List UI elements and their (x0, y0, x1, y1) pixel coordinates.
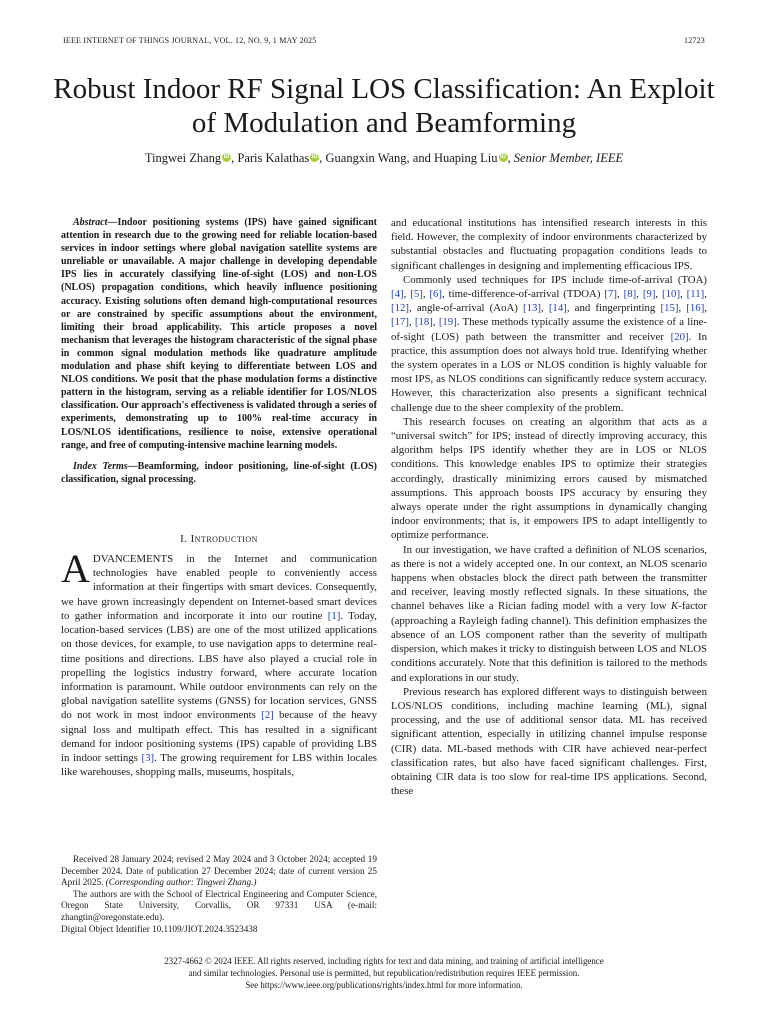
section-heading: I. Introduction (180, 532, 258, 545)
citation-link[interactable]: [6] (429, 288, 443, 301)
intro-paragraph: ADVANCEMENTS in the Internet and communication technologies have enabled people to conveniently access information at their fingertips with smart devices. Consequently, we have grown increasingly dependent on Internet-based smart devices to gather information and incorporate it into our routine [1]. Today, location-based services (LBS) are one of the most utilized applications on those devices, for example, to use navigation apps to determine real-time positions and directions. LBS have also played a crucial role in propelling the logistics industry forward, where accurate location information is paramount. While outdoor environments can rely on the global navigation satellite systems (GNSS) for location services, GNSS do not work in most indoor environments [2] because of the heavy signal loss and multipath effect. This has resulted in a significant demand for indoor positioning systems (IPS) capable of providing LBS in indoor settings [3]. The growing requirement for LBS within locales like warehouses, shopping malls, museums, hospitals, (61, 546, 377, 779)
citation-link[interactable]: [17] (391, 316, 409, 329)
copyright-notice: 2327-4662 © 2024 IEEE. All rights reserved, including rights for text and data mining, and training of artificial intelligence and similar technologies. Personal use is permitted, but republication/redistribution requires IEEE permission. See https://www.ieee.org/publications/rights/index.html for more information. (164, 956, 604, 991)
author-membership: Senior Member, IEEE (513, 151, 624, 165)
right-column (391, 216, 707, 798)
citation-link[interactable]: [12] (391, 302, 409, 315)
doi: Digital Object Identifier 10.1109/JIOT.2024.3523438 (61, 923, 258, 934)
citation-link[interactable]: [18] (414, 316, 433, 329)
left-column (61, 216, 377, 779)
body-paragraph: This research focuses on creating an algorithm that acts as a “universal switch” for IPS; instead of directly improving accuracy, this algorithm helps IPS identify whether they are in LOS or NLOS conditions. This knowledge enables IPS to optimize their strategies accordingly, drastically minimizing errors caused by mismatched assumptions. This approach boosts IPS accuracy by ensuring they always operate under the right assumptions in dynamically changing indoor environments; that is, it empowers IPS to adapt intelligently to optimize performance. (391, 415, 707, 542)
received-dates: Received 28 January 2024; revised 2 May 2024 and 3 October 2024; accepted 19 December 2024. Date of publication 27 December 2024; date of current version 25 April 2025. (Corresponding author: Tingwei Zhang.) (61, 854, 377, 888)
citation-link[interactable]: [5] (410, 288, 423, 301)
citation-link[interactable]: [8] (623, 288, 637, 301)
citation-link[interactable]: [2] (261, 709, 274, 722)
citation-link[interactable]: [13] (523, 302, 541, 315)
author-list: Tingwei Zhang iD , Paris Kalathas iD , Guangxin Wang, and Huaping Liu iD , Senior Member, IEEE (144, 151, 624, 165)
body-paragraph: Previous research has explored different ways to distinguish between LOS/NLOS conditions, including machine learning (ML), signal processing, and the use of additional sensor data. ML has received significant attention, especially in utilizing channel impulse response (CIR) data. ML-based methods with CIR have achieved near-perfect classification rates, but also have faced significant challenges. First, obtaining CIR data is too slow for real-time IPS applications. Second, these (391, 685, 707, 798)
citation-link[interactable]: [10] (662, 288, 681, 301)
citation-link[interactable]: [19] (438, 316, 457, 329)
drop-cap: A (61, 546, 90, 592)
citation-link[interactable]: [16] (686, 302, 705, 315)
body-paragraph: In our investigation, we have crafted a definition of NLOS scenarios, as there is not a widely accepted one. In our context, an NLOS scenario happens when obstacles block the direct path between the transmitter and receiver, leaving mostly reflected signals. In these situations, the channel behaves like a Rician fading model with a very low K-factor (approaching a Rayleigh fading channel). This definition emphasizes the absence of an LOS component rather than the severity of multipath dispersion, which makes it tricky to distinguish between LOS and NLOS conditions accurately. Note that this definition is tailored to the methods and explorations in our study. (391, 543, 707, 684)
citation-link[interactable]: [1] (327, 609, 341, 622)
running-header (63, 36, 705, 48)
abstract-label: Abstract (73, 217, 108, 228)
citation-link[interactable]: [3] (141, 751, 155, 764)
citation-link[interactable]: [14] (548, 302, 567, 315)
orcid-icon[interactable]: iD (311, 154, 318, 160)
citation-link[interactable]: [11] (686, 288, 705, 301)
orcid-icon[interactable]: iD (223, 154, 230, 160)
orcid-icon[interactable]: iD (500, 154, 507, 160)
author-name: Tingwei Zhang (144, 151, 222, 165)
author-name: Guangxin Wang (325, 151, 407, 165)
citation-link[interactable]: [20] (670, 330, 689, 343)
index-terms: Index Terms—Beamforming, indoor positioning, line-of-sight (LOS) classification, signal processing. (61, 460, 377, 485)
citation-link[interactable]: [4] (391, 288, 404, 301)
citation-link[interactable]: [15] (660, 302, 679, 315)
author-name: Paris Kalathas (237, 151, 310, 165)
page-number: 12723 (684, 36, 705, 45)
body-paragraph: Commonly used techniques for IPS include time-of-arrival (TOA) [4], [5], [6], time-difference-of-arrival (TDOA) [7], [8], [9], [10], [11], [12], angle-of-arrival (AoA) [13], [14], and fingerprinting [15], [16], [17], [18], [19]. These methods typically assume the existence of a line-of-sight (LOS) path between the transmitter and receiver [20]. In practice, this assumption does not always hold true. Identifying whether the system operates in a LOS or NLOS condition is highly valuable for most IPS, as NLOS conditions can significantly reduce system accuracy. However, this characterization also presents a significant technical challenge due to the sheer complexity of the problem. (391, 273, 707, 414)
citation-link[interactable]: [9] (642, 288, 656, 301)
affiliation: The authors are with the School of Electrical Engineering and Computer Science, Oregon State University, Corvallis, OR 97331 USA (e-mail: zhangtin@oregonstate.edu). (61, 888, 377, 922)
footnote (61, 854, 377, 935)
abstract: Abstract—Indoor positioning systems (IPS) have gained significant attention in research due to the growing need for reliable location-based services in indoor settings where global navigation satellite systems are unreliable or unavailable. A major challenge in developing dependable IPS lies in accurately classifying line-of-sight (LOS) and non-LOS (NLOS) propagation conditions, which heavily influence positioning accuracy. Existing solutions often demand high-computational resources or are constrained by specific assumptions about the environment, limiting their broad applicability. This article proposes a novel mechanism that leverages the histogram characteristic of the signal phase in common signal modulation methods like quadrature amplitude modulation and phase shift keying to differentiate between LOS and NLOS conditions. We posit that the phase modulation forms a distinctive pattern in the histogram, serving as a reliable identifier for LOS/NLOS classification. Our approach's effectiveness is validated through a series of experiments, demonstrating up to 100% real-time accuracy in LOS/NLOS identifications, resilience to noise, extensive operational range, and free of computing-intensive machine learning models. (61, 217, 377, 451)
body-paragraph: and educational institutions has intensified research interests in this field. However, the complexity of indoor environments characterized by substantial obstacles and fluctuating propagation conditions leads to significant challenges in designing and implementing efficacious IPS. (391, 217, 707, 272)
journal-name: IEEE INTERNET OF THINGS JOURNAL, VOL. 12, NO. 9, 1 MAY 2025 (63, 36, 317, 45)
citation-link[interactable]: [7] (604, 288, 617, 301)
author-name: Huaping Liu (433, 151, 498, 165)
index-terms-label: Index Terms (73, 460, 128, 472)
paper-title: Robust Indoor RF Signal LOS Classification: An Exploit of Modulation and Beamforming (53, 73, 715, 139)
